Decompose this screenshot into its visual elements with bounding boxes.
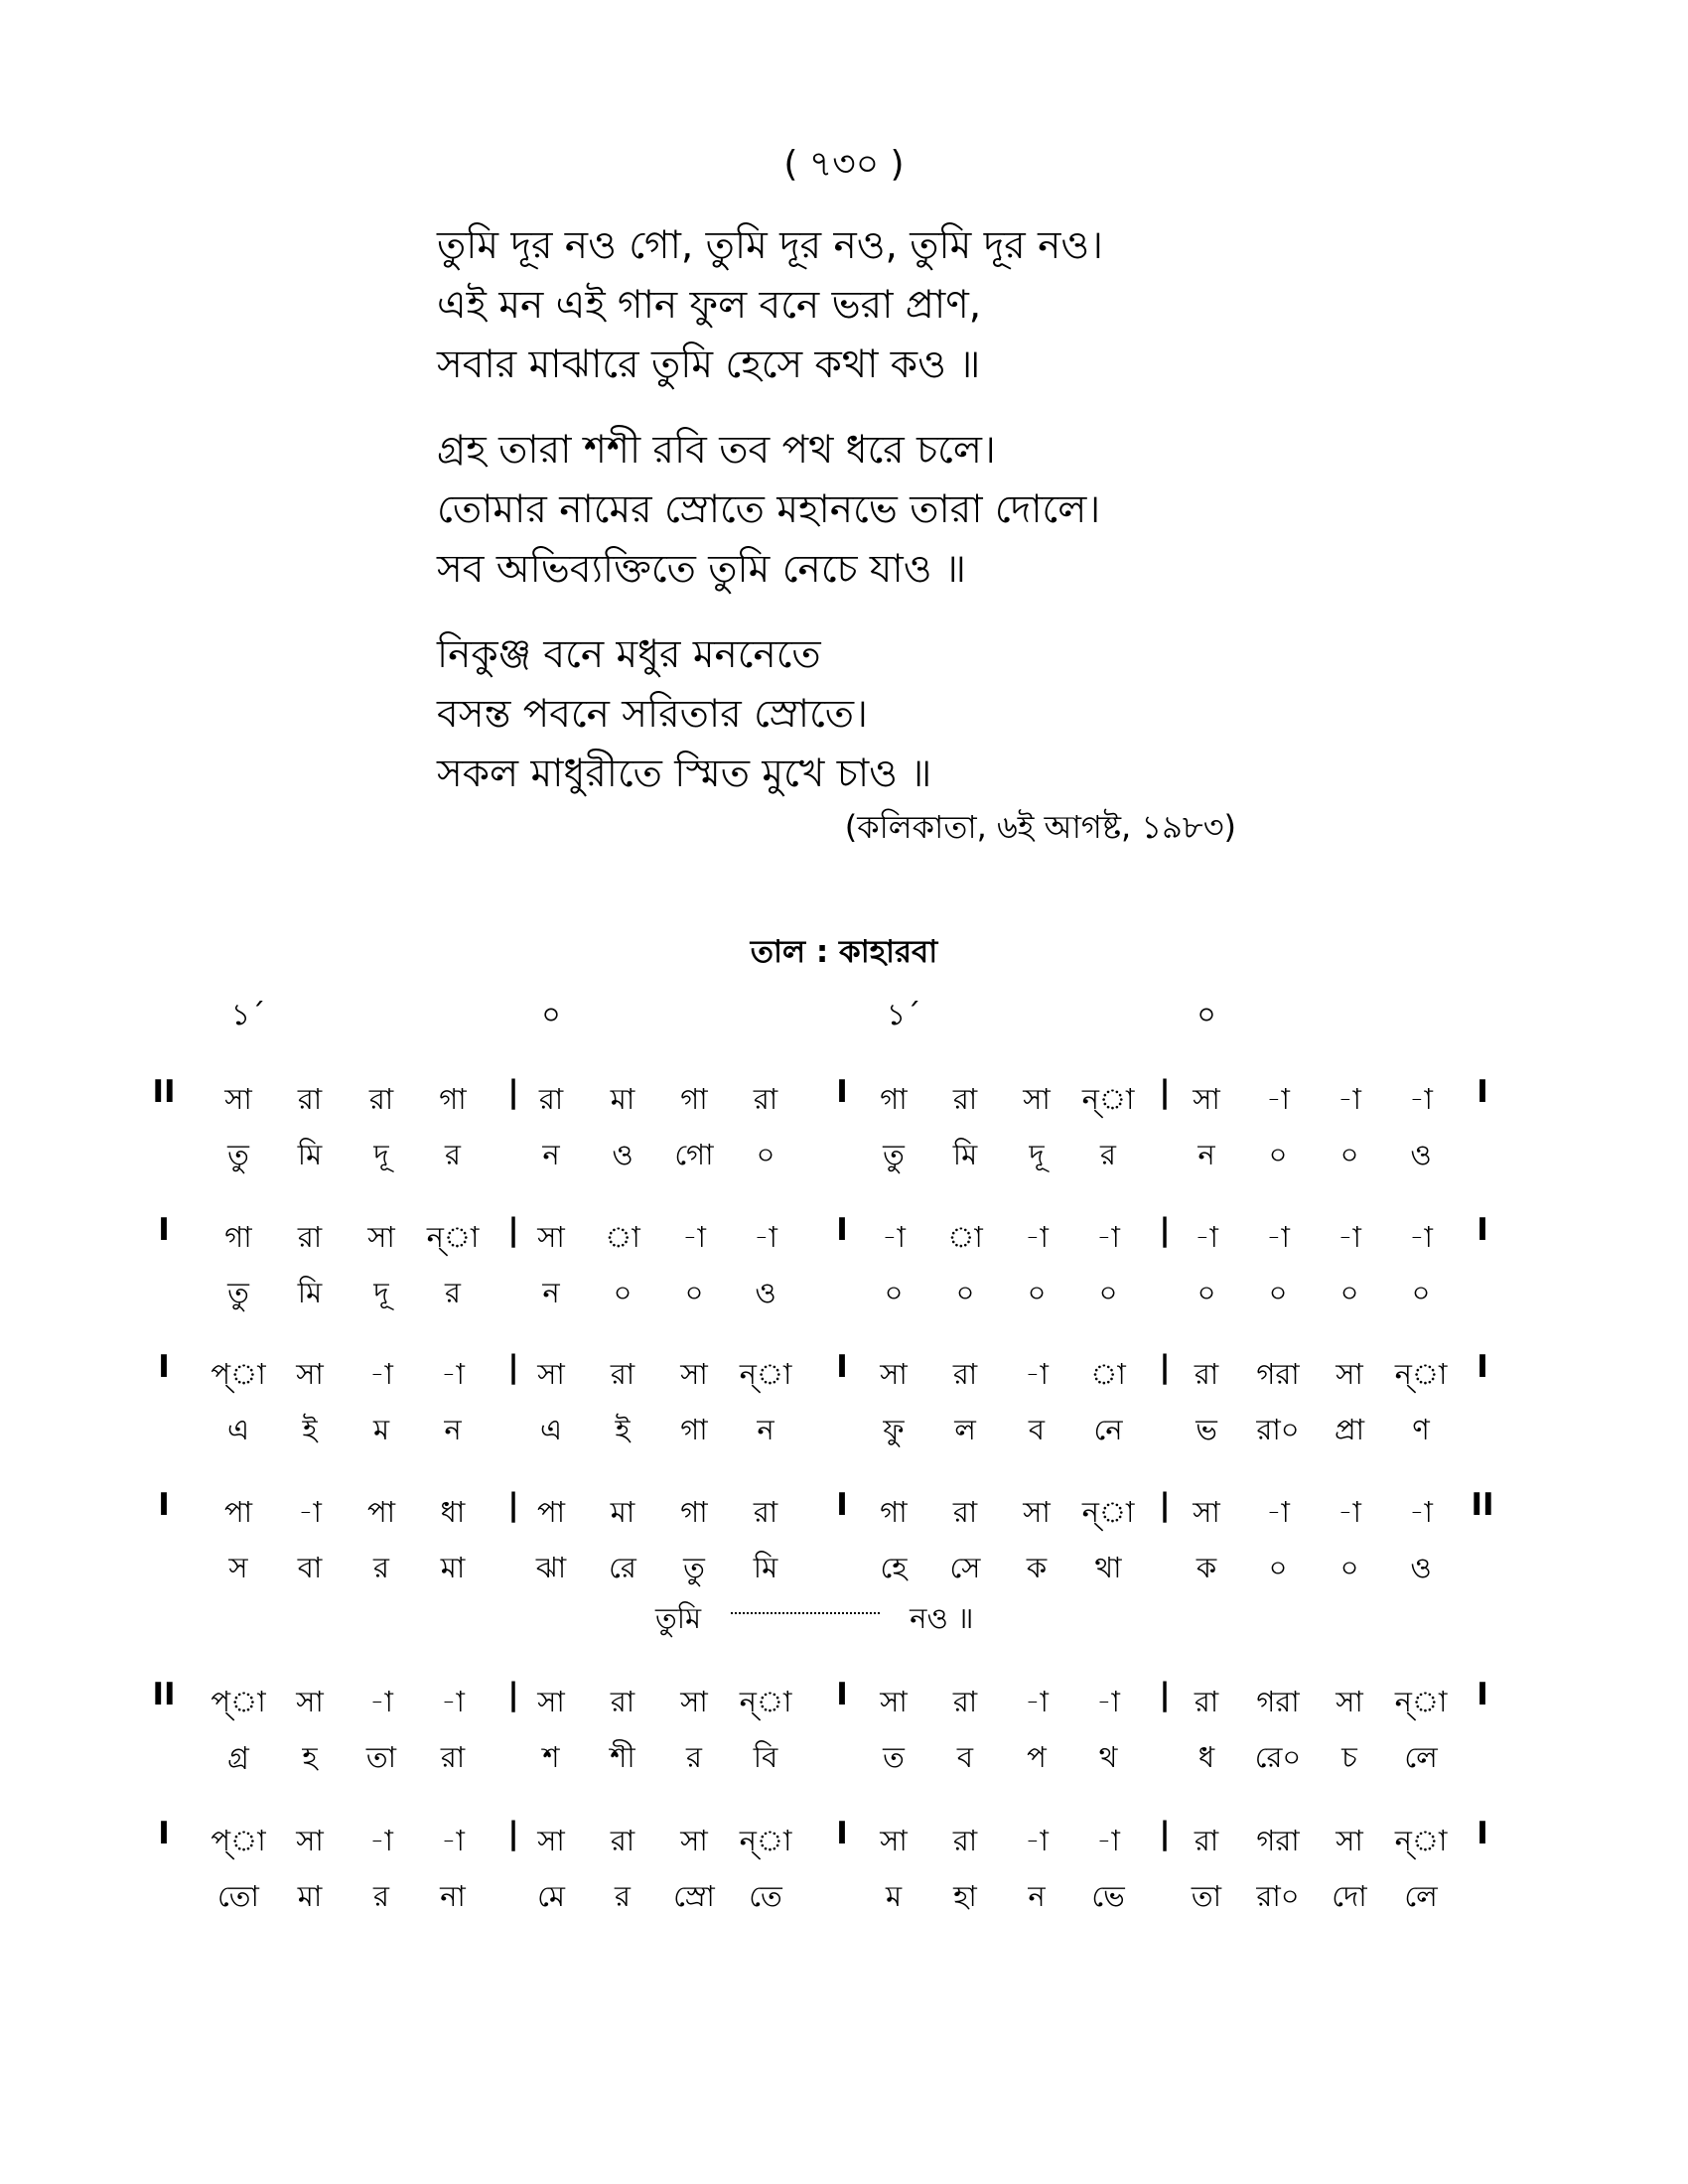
syllable-cell: লে bbox=[1404, 1740, 1438, 1774]
note-cell: ন্া bbox=[1394, 1357, 1448, 1391]
note-cell: সা bbox=[680, 1685, 708, 1718]
syllable-cell: ০ bbox=[756, 1138, 775, 1171]
note-cell: ন্া bbox=[426, 1220, 480, 1254]
syllable-cell: র bbox=[615, 1879, 631, 1913]
note-cell: সা bbox=[1023, 1082, 1051, 1116]
bar-line: I bbox=[836, 1349, 848, 1385]
syllable-cell: ০ bbox=[1027, 1276, 1047, 1309]
note-cell: ন্া bbox=[739, 1824, 792, 1857]
syllable-cell: ঝা bbox=[535, 1551, 567, 1584]
note-cell: -া bbox=[1266, 1495, 1290, 1529]
syllable-cell: ক bbox=[1026, 1551, 1048, 1584]
note-cell: রা bbox=[952, 1685, 978, 1718]
bar-line: | bbox=[1159, 1349, 1171, 1385]
note-cell: ধা bbox=[440, 1495, 466, 1529]
note-cell: া bbox=[605, 1220, 640, 1254]
note-cell: রা bbox=[538, 1082, 564, 1116]
syllable-cell: ন bbox=[1028, 1879, 1046, 1913]
syllable-cell: শ bbox=[542, 1740, 560, 1774]
note-cell: -া bbox=[1025, 1357, 1049, 1391]
bar-line: | bbox=[507, 1349, 519, 1385]
note-cell: -া bbox=[1025, 1824, 1049, 1857]
syllable-cell: ও bbox=[755, 1276, 776, 1309]
syllable-cell: মি bbox=[753, 1551, 778, 1584]
bar-line: I bbox=[1477, 1074, 1488, 1110]
note-cell: সা bbox=[367, 1220, 395, 1254]
lyric-line: সবার মাঝারে তুমি হেসে কথা কও ॥ bbox=[437, 342, 981, 387]
syllable-cell: র bbox=[445, 1276, 461, 1309]
syllable-cell: ভে bbox=[1091, 1879, 1125, 1913]
bar-line: | bbox=[1159, 1487, 1171, 1523]
note-cell: গরা bbox=[1256, 1824, 1300, 1857]
note-cell: মা bbox=[610, 1082, 635, 1116]
syllable-cell: ০ bbox=[1268, 1138, 1288, 1171]
syllable-cell: তা bbox=[365, 1740, 397, 1774]
bar-line: I bbox=[1477, 1349, 1488, 1385]
syllable-cell: ০ bbox=[684, 1276, 704, 1309]
syllable-cell: ণ bbox=[1412, 1413, 1430, 1446]
syllable-cell: রা০ bbox=[1256, 1879, 1300, 1913]
note-cell: সা bbox=[537, 1357, 565, 1391]
note-cell: -া bbox=[1409, 1220, 1433, 1254]
note-cell: প্া bbox=[211, 1824, 266, 1857]
bar-line: I bbox=[1477, 1816, 1488, 1851]
syllable-cell: ০ bbox=[1268, 1551, 1288, 1584]
note-cell: গরা bbox=[1256, 1357, 1300, 1391]
syllable-cell: ই bbox=[302, 1413, 318, 1446]
note-cell: -া bbox=[1096, 1685, 1120, 1718]
syllable-cell: ন bbox=[444, 1413, 462, 1446]
note-cell: রা bbox=[610, 1824, 635, 1857]
note-cell: -া bbox=[1266, 1082, 1290, 1116]
refrain-indicator bbox=[655, 1596, 973, 1645]
note-cell: সা bbox=[224, 1082, 252, 1116]
bar-line: II bbox=[152, 1074, 176, 1110]
bar-line: | bbox=[1159, 1074, 1171, 1110]
syllable-cell: হ bbox=[302, 1740, 318, 1774]
note-cell: পা bbox=[366, 1495, 396, 1529]
bar-line: II bbox=[152, 1677, 176, 1712]
syllable-cell: ধ bbox=[1197, 1740, 1215, 1774]
syllable-cell: থা bbox=[1094, 1551, 1122, 1584]
syllable-cell: ম bbox=[372, 1413, 390, 1446]
note-cell: রা bbox=[952, 1082, 978, 1116]
note-cell: সা bbox=[296, 1824, 324, 1857]
note-cell: সা bbox=[880, 1357, 908, 1391]
syllable-cell: র bbox=[373, 1879, 389, 1913]
bar-line: I bbox=[836, 1212, 848, 1248]
page-number: ( ৭৩০ ) bbox=[783, 144, 905, 185]
syllable-cell: এ bbox=[226, 1413, 250, 1446]
bar-line: I bbox=[836, 1487, 848, 1523]
note-cell: গা bbox=[880, 1495, 908, 1529]
bar-line: | bbox=[507, 1487, 519, 1523]
syllable-cell: রে bbox=[609, 1551, 636, 1584]
note-cell: সা bbox=[537, 1685, 565, 1718]
note-cell: -া bbox=[369, 1357, 393, 1391]
bar-line: I bbox=[158, 1487, 170, 1523]
syllable-cell: গ্র bbox=[227, 1740, 249, 1774]
syllable-cell: হা bbox=[953, 1879, 977, 1913]
syllable-cell: রে০ bbox=[1254, 1740, 1302, 1774]
note-cell: ন্া bbox=[1081, 1495, 1135, 1529]
syllable-cell: র bbox=[373, 1551, 389, 1584]
note-cell: -া bbox=[1337, 1220, 1361, 1254]
bar-line: I bbox=[836, 1074, 848, 1110]
note-cell: সা bbox=[296, 1685, 324, 1718]
note-cell: -া bbox=[369, 1824, 393, 1857]
bar-line: I bbox=[1477, 1212, 1488, 1248]
syllable-cell: ০ bbox=[1339, 1551, 1359, 1584]
note-cell: ন্া bbox=[1394, 1685, 1448, 1718]
syllable-cell: মা bbox=[297, 1879, 323, 1913]
bar-line: I bbox=[158, 1816, 170, 1851]
note-cell: সা bbox=[537, 1824, 565, 1857]
syllable-cell: ব bbox=[1028, 1413, 1046, 1446]
note-cell: গরা bbox=[1256, 1685, 1300, 1718]
note-cell: া bbox=[947, 1220, 983, 1254]
note-cell: -া bbox=[1025, 1685, 1049, 1718]
note-cell: ন্া bbox=[739, 1685, 792, 1718]
syllable-cell: ০ bbox=[1411, 1276, 1431, 1309]
note-cell: -া bbox=[1195, 1220, 1218, 1254]
lyric-line: সকল মাধুরীতে স্মিত মুখে চাও ॥ bbox=[437, 751, 932, 796]
refrain-start: তুমি bbox=[655, 1601, 702, 1635]
taal-heading: তাল : কাহারবা bbox=[750, 934, 938, 970]
syllable-cell: ন bbox=[1197, 1138, 1215, 1171]
note-cell: -া bbox=[441, 1685, 465, 1718]
note-cell: -া bbox=[1096, 1824, 1120, 1857]
bar-line: II bbox=[1471, 1487, 1494, 1523]
syllable-cell: লে bbox=[1404, 1879, 1438, 1913]
note-cell: রা bbox=[952, 1495, 978, 1529]
syllable-cell: শী bbox=[610, 1740, 635, 1774]
note-cell: সা bbox=[296, 1357, 324, 1391]
note-cell: ন্া bbox=[739, 1357, 792, 1391]
note-cell: -া bbox=[754, 1220, 777, 1254]
note-cell: পা bbox=[536, 1495, 566, 1529]
note-cell: -া bbox=[1337, 1495, 1361, 1529]
bar-line: | bbox=[507, 1816, 519, 1851]
note-cell: সা bbox=[1023, 1495, 1051, 1529]
bar-line: | bbox=[1159, 1212, 1171, 1248]
syllable-cell: ০ bbox=[1339, 1138, 1359, 1171]
note-cell: প্া bbox=[211, 1357, 266, 1391]
bar-line: I bbox=[836, 1816, 848, 1851]
note-cell: মা bbox=[610, 1495, 635, 1529]
refrain-end: নও ॥ bbox=[910, 1601, 974, 1635]
syllable-cell: তা bbox=[1191, 1879, 1222, 1913]
beat-mark: ০ bbox=[541, 998, 561, 1032]
beat-mark: ০ bbox=[1196, 998, 1216, 1032]
syllable-cell: ব bbox=[956, 1740, 974, 1774]
syllable-cell: মি bbox=[952, 1138, 978, 1171]
syllable-cell: ০ bbox=[884, 1276, 904, 1309]
note-cell: গা bbox=[680, 1495, 708, 1529]
note-cell: সা bbox=[1193, 1082, 1220, 1116]
syllable-cell: ন bbox=[542, 1138, 560, 1171]
syllable-cell: ন bbox=[757, 1413, 774, 1446]
syllable-cell: নে bbox=[1093, 1413, 1123, 1446]
bar-line: | bbox=[1159, 1816, 1171, 1851]
syllable-cell: ন bbox=[542, 1276, 560, 1309]
note-cell: সা bbox=[880, 1824, 908, 1857]
note-cell: গা bbox=[880, 1082, 908, 1116]
syllable-cell: রা০ bbox=[1256, 1413, 1300, 1446]
syllable-cell: ক bbox=[1196, 1551, 1217, 1584]
note-cell: পা bbox=[223, 1495, 253, 1529]
bar-line: | bbox=[1159, 1677, 1171, 1712]
note-cell: রা bbox=[297, 1082, 323, 1116]
bar-line: I bbox=[1477, 1677, 1488, 1712]
note-cell: রা bbox=[952, 1357, 978, 1391]
note-cell: রা bbox=[1194, 1357, 1219, 1391]
note-cell: সা bbox=[1193, 1495, 1220, 1529]
syllable-cell: দূ bbox=[373, 1276, 389, 1309]
note-cell: গা bbox=[680, 1082, 708, 1116]
syllable-cell: এ bbox=[539, 1413, 563, 1446]
beat-mark: ১´ bbox=[230, 998, 266, 1032]
syllable-cell: ০ bbox=[1196, 1276, 1216, 1309]
beat-mark: ১´ bbox=[886, 998, 921, 1032]
note-cell: -া bbox=[682, 1220, 706, 1254]
syllable-cell: ও bbox=[1410, 1551, 1432, 1584]
syllable-cell: প bbox=[1027, 1740, 1047, 1774]
lyric-line: গ্রহ তারা শশী রবি তব পথ ধরে চলে। bbox=[437, 428, 996, 473]
dateline: (কলিকাতা, ৬ই আগষ্ট, ১৯৮৩) bbox=[844, 808, 1236, 846]
lyric-line: এই মন এই গান ফুল বনে ভরা প্রাণ, bbox=[437, 283, 982, 328]
note-cell: রা bbox=[1194, 1824, 1219, 1857]
note-cell: -া bbox=[1337, 1082, 1361, 1116]
syllable-cell: মি bbox=[297, 1138, 323, 1171]
lyric-line: বসন্ত পবনে সরিতার স্রোতে। bbox=[437, 692, 868, 737]
syllable-cell: সে bbox=[949, 1551, 981, 1584]
refrain-dots bbox=[731, 1612, 880, 1614]
syllable-cell: ল bbox=[954, 1413, 976, 1446]
syllable-cell: গা bbox=[680, 1413, 708, 1446]
syllable-cell: র bbox=[1100, 1138, 1116, 1171]
note-cell: রা bbox=[610, 1357, 635, 1391]
syllable-cell: ও bbox=[612, 1138, 633, 1171]
syllable-cell: ও bbox=[1410, 1138, 1432, 1171]
syllable-cell: ০ bbox=[1098, 1276, 1118, 1309]
note-cell: রা bbox=[753, 1082, 778, 1116]
note-cell: -া bbox=[1266, 1220, 1290, 1254]
syllable-cell: তু bbox=[683, 1551, 705, 1584]
bar-line: I bbox=[836, 1677, 848, 1712]
syllable-cell: তু bbox=[883, 1138, 905, 1171]
syllable-cell: তু bbox=[227, 1276, 249, 1309]
syllable-cell: ০ bbox=[1339, 1276, 1359, 1309]
syllable-cell: রা bbox=[440, 1740, 466, 1774]
syllable-cell: ০ bbox=[613, 1276, 633, 1309]
note-cell: গা bbox=[224, 1220, 252, 1254]
syllable-cell: স্রো bbox=[673, 1879, 715, 1913]
syllable-cell: থ bbox=[1098, 1740, 1118, 1774]
syllable-cell: চ bbox=[1341, 1740, 1357, 1774]
lyric-line: সব অভিব্যক্তিতে তুমি নেচে যাও ॥ bbox=[437, 547, 966, 592]
lyric-line: নিকুঞ্জ বনে মধুর মননেতে bbox=[437, 632, 821, 677]
syllable-cell: র bbox=[445, 1138, 461, 1171]
syllable-cell: বি bbox=[753, 1740, 778, 1774]
syllable-cell: ফু bbox=[883, 1413, 905, 1446]
syllable-cell: তে bbox=[749, 1879, 782, 1913]
note-cell: -া bbox=[441, 1824, 465, 1857]
note-cell: সা bbox=[1336, 1824, 1363, 1857]
syllable-cell: র bbox=[686, 1740, 702, 1774]
syllable-cell: মে bbox=[537, 1879, 565, 1913]
note-cell: রা bbox=[610, 1685, 635, 1718]
syllable-cell: ০ bbox=[955, 1276, 975, 1309]
note-cell: সা bbox=[880, 1685, 908, 1718]
syllable-cell: তো bbox=[217, 1879, 259, 1913]
note-cell: রা bbox=[297, 1220, 323, 1254]
note-cell: রা bbox=[753, 1495, 778, 1529]
note-cell: -া bbox=[369, 1685, 393, 1718]
syllable-cell: বা bbox=[297, 1551, 323, 1584]
lyric-line: তুমি দূর নও গো, তুমি দূর নও, তুমি দূর নও। bbox=[437, 223, 1104, 268]
syllable-cell: দূ bbox=[1029, 1138, 1045, 1171]
note-cell: প্া bbox=[211, 1685, 266, 1718]
bar-line: I bbox=[158, 1212, 170, 1248]
syllable-cell: স bbox=[228, 1551, 248, 1584]
syllable-cell: তু bbox=[227, 1138, 249, 1171]
note-cell: সা bbox=[537, 1220, 565, 1254]
note-cell: ন্া bbox=[1394, 1824, 1448, 1857]
note-cell: সা bbox=[1336, 1685, 1363, 1718]
bar-line: | bbox=[507, 1212, 519, 1248]
syllable-cell: ভ bbox=[1196, 1413, 1217, 1446]
note-cell: া bbox=[1090, 1357, 1126, 1391]
note-cell: সা bbox=[1336, 1357, 1363, 1391]
note-cell: -া bbox=[1409, 1495, 1433, 1529]
note-cell: রা bbox=[368, 1082, 394, 1116]
syllable-cell: হে bbox=[880, 1551, 908, 1584]
note-cell: -া bbox=[1096, 1220, 1120, 1254]
bar-line: I bbox=[158, 1349, 170, 1385]
bar-line: | bbox=[507, 1677, 519, 1712]
syllable-cell: দূ bbox=[373, 1138, 389, 1171]
note-cell: সা bbox=[680, 1357, 708, 1391]
note-cell: সা bbox=[680, 1824, 708, 1857]
syllable-cell: দো bbox=[1332, 1879, 1367, 1913]
syllable-cell: ০ bbox=[1268, 1276, 1288, 1309]
note-cell: রা bbox=[1194, 1685, 1219, 1718]
syllable-cell: গো bbox=[674, 1138, 714, 1171]
note-cell: গা bbox=[439, 1082, 467, 1116]
bar-line: | bbox=[507, 1074, 519, 1110]
note-cell: -া bbox=[882, 1220, 906, 1254]
note-cell: -া bbox=[1025, 1220, 1049, 1254]
note-cell: ন্া bbox=[1081, 1082, 1135, 1116]
syllable-cell: মি bbox=[297, 1276, 323, 1309]
syllable-cell: প্রা bbox=[1334, 1413, 1365, 1446]
syllable-cell: ম bbox=[885, 1879, 903, 1913]
syllable-cell: না bbox=[440, 1879, 466, 1913]
note-cell: -া bbox=[1409, 1082, 1433, 1116]
syllable-cell: ই bbox=[615, 1413, 631, 1446]
note-cell: -া bbox=[441, 1357, 465, 1391]
syllable-cell: ত bbox=[883, 1740, 905, 1774]
lyric-line: তোমার নামের স্রোতে মহানভে তারা দোলে। bbox=[437, 487, 1101, 532]
note-cell: রা bbox=[952, 1824, 978, 1857]
note-cell: -া bbox=[298, 1495, 322, 1529]
syllable-cell: মা bbox=[440, 1551, 466, 1584]
